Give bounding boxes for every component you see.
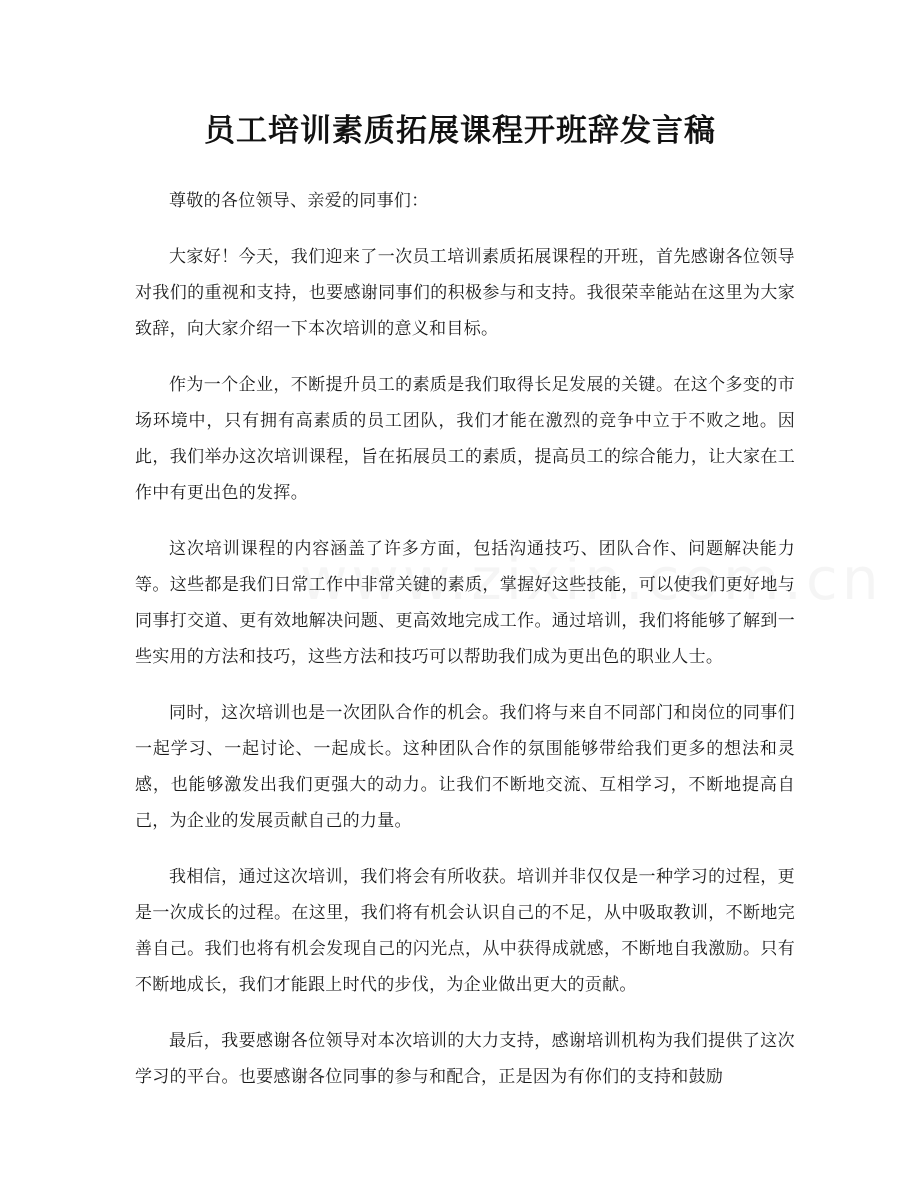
paragraph-greeting: 尊敬的各位领导、亲爱的同事们： [169, 191, 429, 211]
paragraph: 最后，我要感谢各位领导对本次培训的大力支持，感谢培训机构为我们提供了这次学习的平台。也要感谢各位同事的参与和配合，正是因为有你们的支持和鼓励 [135, 1031, 795, 1087]
paragraph: 这次培训课程的内容涵盖了许多方面，包括沟通技巧、团队合作、问题解决能力等。这些都是我们日常工作中非常关键的素质，掌握好这些技能，可以使我们更好地与同事打交道、更有效地解决问题、更高效地完成工作。通过培训，我们将能够了解到一些实用的方法和技巧，这些方法和技巧可以帮助我们成为更出色的职业人士。 [135, 539, 795, 667]
paragraph: 作为一个企业，不断提升员工的素质是我们取得长足发展的关键。在这个多变的市场环境中，只有拥有高素质的员工团队，我们才能在激烈的竞争中立于不败之地。因此，我们举办这次培训课程，旨在拓展员工的素质，提高员工的综合能力，让大家在工作中有更出色的发挥。 [135, 375, 795, 503]
document-title: 员工培训素质拓展课程开班辞发言稿 [204, 113, 716, 149]
document-body [135, 183, 795, 1115]
paragraph: 我相信，通过这次培训，我们将会有所收获。培训并非仅仅是一种学习的过程，更是一次成长的过程。在这里，我们将有机会认识自己的不足，从中吸取教训，不断地完善自己。我们也将有机会发现自己的闪光点，从中获得成就感，不断地自我激励。只有不断地成长，我们才能跟上时代的步伐，为企业做出更大的贡献。 [135, 867, 795, 995]
paragraph: 同时，这次培训也是一次团队合作的机会。我们将与来自不同部门和岗位的同事们一起学习、一起讨论、一起成长。这种团队合作的氛围能够带给我们更多的想法和灵感，也能够激发出我们更强大的动力。让我们不断地交流、互相学习，不断地提高自己，为企业的发展贡献自己的力量。 [135, 703, 795, 831]
paragraph: 大家好！今天，我们迎来了一次员工培训素质拓展课程的开班，首先感谢各位领导对我们的重视和支持，也要感谢同事们的积极参与和支持。我很荣幸能站在这里为大家致辞，向大家介绍一下本次培训的意义和目标。 [135, 247, 795, 339]
